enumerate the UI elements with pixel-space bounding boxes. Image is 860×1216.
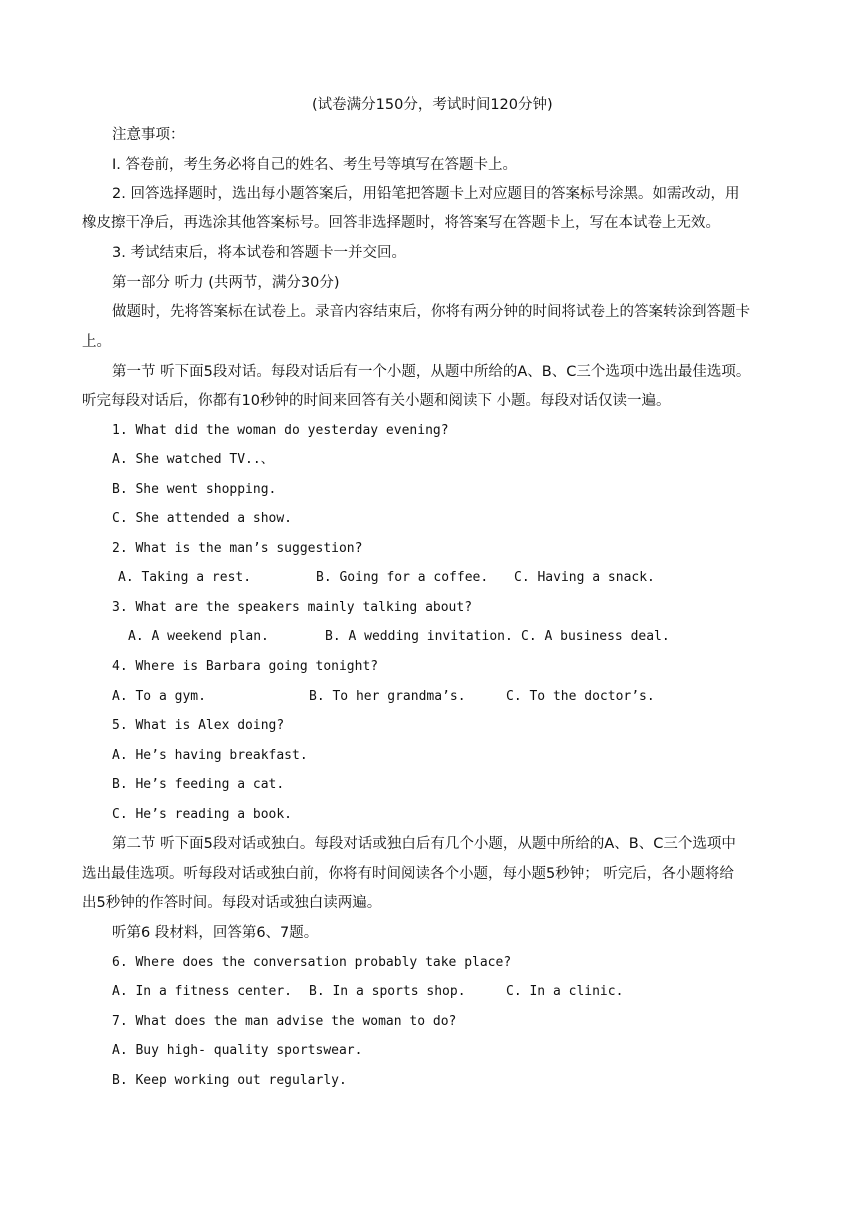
question-5-option-a: A. He’s having breakfast.	[112, 748, 308, 763]
notes-item-2-line-2: 橡皮擦干净后，再选涂其他答案标号。回答非选择题时，将答案写在答题卡上，写在本试卷上无效。	[82, 215, 720, 231]
question-7: 7. What does the man advise the woman to do?	[112, 1014, 457, 1029]
question-5-option-b: B. He’s feeding a cat.	[112, 777, 285, 792]
question-1-option-a: A. She watched TV..、	[112, 452, 274, 467]
question-6-option-b: B. In a sports shop.	[309, 984, 466, 999]
notes-item-3: 3. 考试结束后，将本试卷和答题卡一并交回。	[112, 245, 406, 261]
question-2: 2. What is the man’s suggestion?	[112, 541, 363, 556]
part1-intro-line-1: 做题时，先将答案标在试卷上。录音内容结束后，你将有两分钟的时间将试卷上的答案转涂到答题卡	[112, 304, 750, 320]
question-6: 6. Where does the conversation probably take place?	[112, 955, 512, 970]
exam-info: (试卷满分150分，考试时间120分钟)	[312, 97, 553, 113]
part1-intro-line-2: 上。	[82, 334, 111, 350]
question-4-option-a: A. To a gym.	[112, 689, 206, 704]
notes-title: 注意事项：	[112, 127, 185, 143]
section1-desc-line-1: 第一节 听下面5段对话。每段对话后有一个小题，从题中所给的A、B、C三个选项中选出最佳选项。	[112, 364, 751, 380]
question-2-option-c: C. Having a snack.	[514, 570, 655, 585]
material-6-instruction: 听第6 段材料，回答第6、7题。	[112, 925, 319, 941]
notes-item-2-line-1: 2. 回答选择题时，选出每小题答案后，用铅笔把答题卡上对应题目的答案标号涂黑。如需改动，用	[112, 186, 740, 202]
question-5: 5. What is Alex doing?	[112, 718, 285, 733]
question-6-option-c: C. In a clinic.	[506, 984, 624, 999]
question-2-option-b: B. Going for a coffee.	[316, 570, 489, 585]
question-1-option-c: C. She attended a show.	[112, 511, 293, 526]
question-7-option-b: B. Keep working out regularly.	[112, 1073, 347, 1088]
question-7-option-a: A. Buy high- quality sportswear.	[112, 1043, 363, 1058]
question-3: 3. What are the speakers mainly talking about?	[112, 600, 473, 615]
question-4-option-c: C. To the doctor’s.	[506, 689, 655, 704]
section2-desc-line-1: 第二节 听下面5段对话或独白。每段对话或独白后有几个小题，从题中所给的A、B、C三个选项中	[112, 836, 736, 852]
question-4-option-b: B. To her grandma’s.	[309, 689, 466, 704]
section2-desc-line-2: 选出最佳选项。听每段对话或独白前，你将有时间阅读各个小题，每小题5秒钟； 听完后，各小题将给	[82, 866, 734, 882]
question-1-option-b: B. She went shopping.	[112, 482, 277, 497]
question-4: 4. Where is Barbara going tonight?	[112, 659, 379, 674]
question-2-option-a: A. Taking a rest.	[118, 570, 252, 585]
question-6-option-a: A. In a fitness center.	[112, 984, 293, 999]
notes-item-1: Ⅰ. 答卷前，考生务必将自己的姓名、考生号等填写在答题卡上。	[112, 157, 517, 173]
question-5-option-c: C. He’s reading a book.	[112, 807, 293, 822]
question-1: 1. What did the woman do yesterday evening?	[112, 423, 449, 438]
section2-desc-line-3: 出5秒钟的作答时间。每段对话或独白读两遍。	[82, 895, 382, 911]
section1-desc-line-2: 听完每段对话后，你都有10秒钟的时间来回答有关小题和阅读下 小题。每段对话仅读一遍。	[82, 393, 671, 409]
part1-title: 第一部分 听力 (共两节，满分30分)	[112, 275, 340, 291]
question-3-option-c: C. A business deal.	[521, 629, 670, 644]
question-3-option-a: A. A weekend plan.	[128, 629, 269, 644]
question-3-option-b: B. A wedding invitation.	[325, 629, 513, 644]
